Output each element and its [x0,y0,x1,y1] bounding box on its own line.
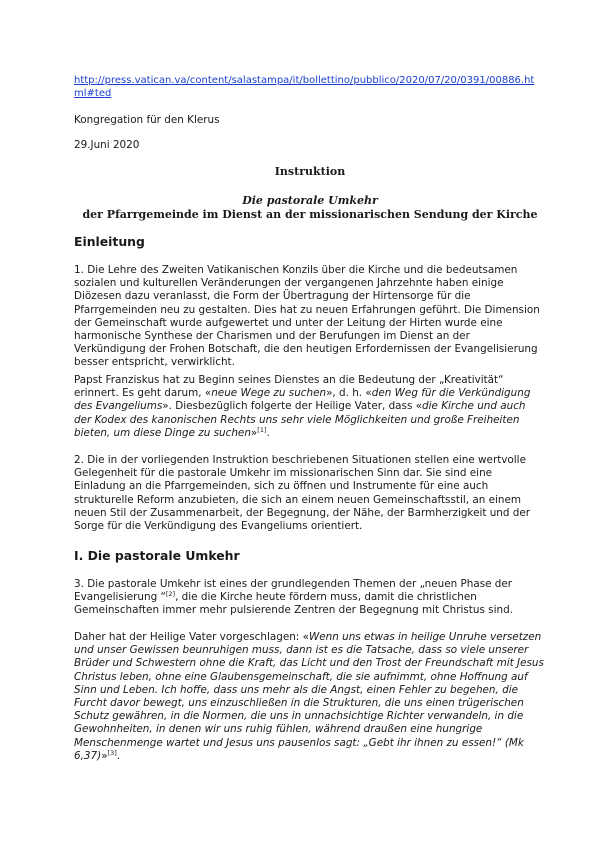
paragraph-5 [74,631,544,763]
text: , die die Kirche heute fördern muss, damit die christlichen Gemeinschaften immer mehr pulsierende Zentren der Begegnung mit Christus sind. [74,591,513,617]
quote: neue Wege zu suchen [211,387,327,400]
paragraph-3: 2. Die in der vorliegenden Instruktion beschriebenen Situationen stellen eine wertvolle Gelegenheit für die pastorale Umkehr im missionarischen Sinn dar. Sie sind eine Einladung an die Pfarrgemeinden, sich zu öffnen und Instrumente für eine auch strukturelle Reform anzubieten, die sich an einem neuen Gemeinschaftsstil, an einem neuen Stil der Zusammenarbeit, der Begegnung, der Nähe, der Barmherzigkeit und der Sorge für die Verkündigung des Evangeliums orientiert. [74,454,531,533]
text: » [101,749,108,762]
quote: den Weg für die Verkündigung des Evangeliums [74,387,531,413]
text: Papst Franziskus hat zu Beginn seines Dienstes an die Bedeutung der „Kreativität“ erinnert. Es geht darum, « [74,374,504,400]
quote: Wenn uns etwas in heilige Unruhe versetzen und unser Gewissen beunruhigen muss, dann ist es die Tatsache, dass so viele unserer Brüder und Schwestern ohne die Kraft, das Licht und den Trost der Freundschaft mit Jesus Christus leben, ohne eine Glaubensgemeinschaft, die sie aufnimmt, ohne Hoffnung auf Sinn und Leben. Ich hoffe, dass uns mehr als die Angst, einen Fehler zu begehen, die Furcht davor bewegt, uns einzuschließen in die Strukturen, die uns einen trügerischen Schutz gewähren, in die Normen, die uns in unnachsichtige Richter verwandeln, in die Gewohnheiten, in denen wir uns ruhig fühlen, während draußen eine hungrige Menschenmenge wartet und Jesus uns pausenlos sagt: „Gebt ihr ihnen zu essen!“ (Mk 6,37) [74,631,544,762]
text: », d. h. « [326,387,372,400]
publisher: Kongregation für den Klerus [74,114,220,126]
paragraph-2 [74,374,544,440]
document-title: Die pastorale Umkehr [242,194,378,207]
document-subtitle: der Pfarrgemeinde im Dienst an der missionarischen Sendung der Kirche [82,208,538,221]
date: 29.Juni 2020 [74,139,140,151]
doc-type: Instruktion [274,165,346,178]
text: ». Diesbezüglich folgerte der Heilige Vater, dass « [162,400,423,413]
text: . [116,749,121,762]
text: . [266,426,270,439]
footnote-ref[interactable]: [2] [165,590,176,599]
footnote-ref[interactable]: [3] [107,748,117,757]
text: » [250,426,258,439]
footnote-ref[interactable]: [1] [257,425,267,434]
text: Daher hat der Heilige Vater vorgeschlagen: « [74,631,309,643]
section-heading-intro: Einleitung [74,234,145,249]
paragraph-4 [74,578,544,618]
quote: die Kirche und auch der Kodex des kanonischen Rechts uns sehr viele Möglichkeiten und große Freiheiten bieten, um diese Dinge zu suchen [74,400,526,439]
section-heading-1: I. Die pastorale Umkehr [74,548,240,563]
source-link[interactable]: http://press.vatican.va/content/salastampa/it/bollettino/pubblico/2020/07/20/0391/00886.html#ted [74,75,535,100]
paragraph-1: 1. Die Lehre des Zweiten Vatikanischen Konzils über die Kirche und die bedeutsamen sozialen und kulturellen Veränderungen der vergangenen Jahrzehnte haben einige Diözesen dazu veranlasst, die Form der Übertragung der Hirtensorge für die Pfarrgemeinden neu zu gestalten. Dies hat zu neuen Erfahrungen geführt. Die Dimension der Gemeinschaft wurde aufgewertet und unter der Leitung der Hirten wurde eine harmonische Synthese der Charismen und der Berufungen im Dienst an der Verkündigung der Frohen Botschaft, die den heutigen Erfordernissen der Evangelisierung besser entspricht, verwirklicht. [74,264,540,369]
text: 3. Die pastorale Umkehr ist eines der grundlegenden Themen der „neuen Phase der Evangelisierung “ [74,578,513,604]
